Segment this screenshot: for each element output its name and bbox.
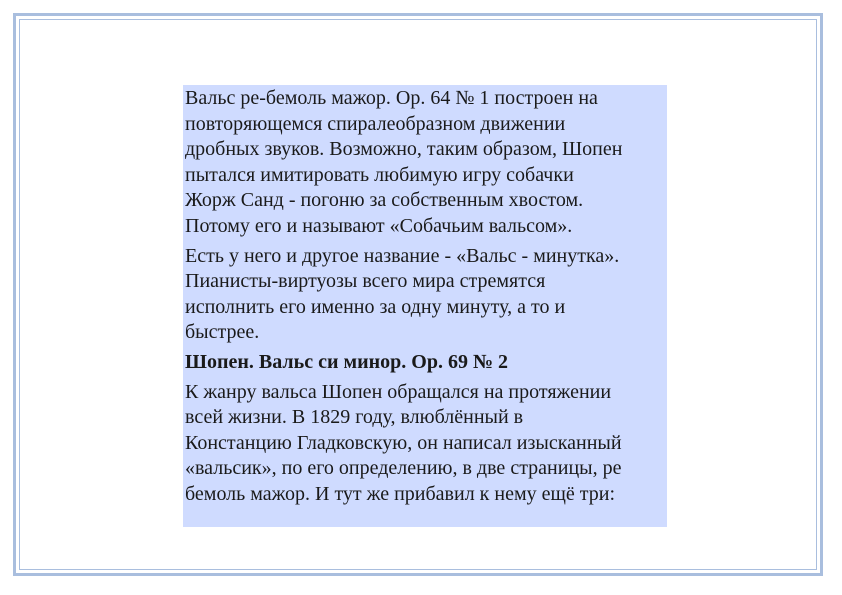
paragraph-waltz-op64: Вальс ре-бемоль мажор. Ор. 64 № 1 построен на повторяющемся спиралеобразном движении дробных звуков. Возможно, таким образом, Шопен пытался имитировать любимую игру собачки Жорж Санд - погоню за собственным хвостом. Потому его и называют «Собачьим вальсом». [185, 87, 623, 237]
paragraph-minute-waltz: Есть у него и другое название - «Вальс - минутка». Пианисты-виртуозы всего мира стремятся исполнить его именно за одну минуту, а то и быстрее. [185, 244, 620, 344]
text-box [183, 85, 667, 527]
paragraph-waltz-history: К жанру вальса Шопен обращался на протяжении всей жизни. В 1829 году, влюблённый в Констанцию Гладковскую, он написал изысканный «вальсик», по его определению, в две страницы, ре бемоль мажор. И тут же прибавил к нему ещё три: [185, 380, 622, 505]
heading-waltz-op69: Шопен. Вальс си минор. Ор. 69 № 2 [185, 350, 509, 373]
